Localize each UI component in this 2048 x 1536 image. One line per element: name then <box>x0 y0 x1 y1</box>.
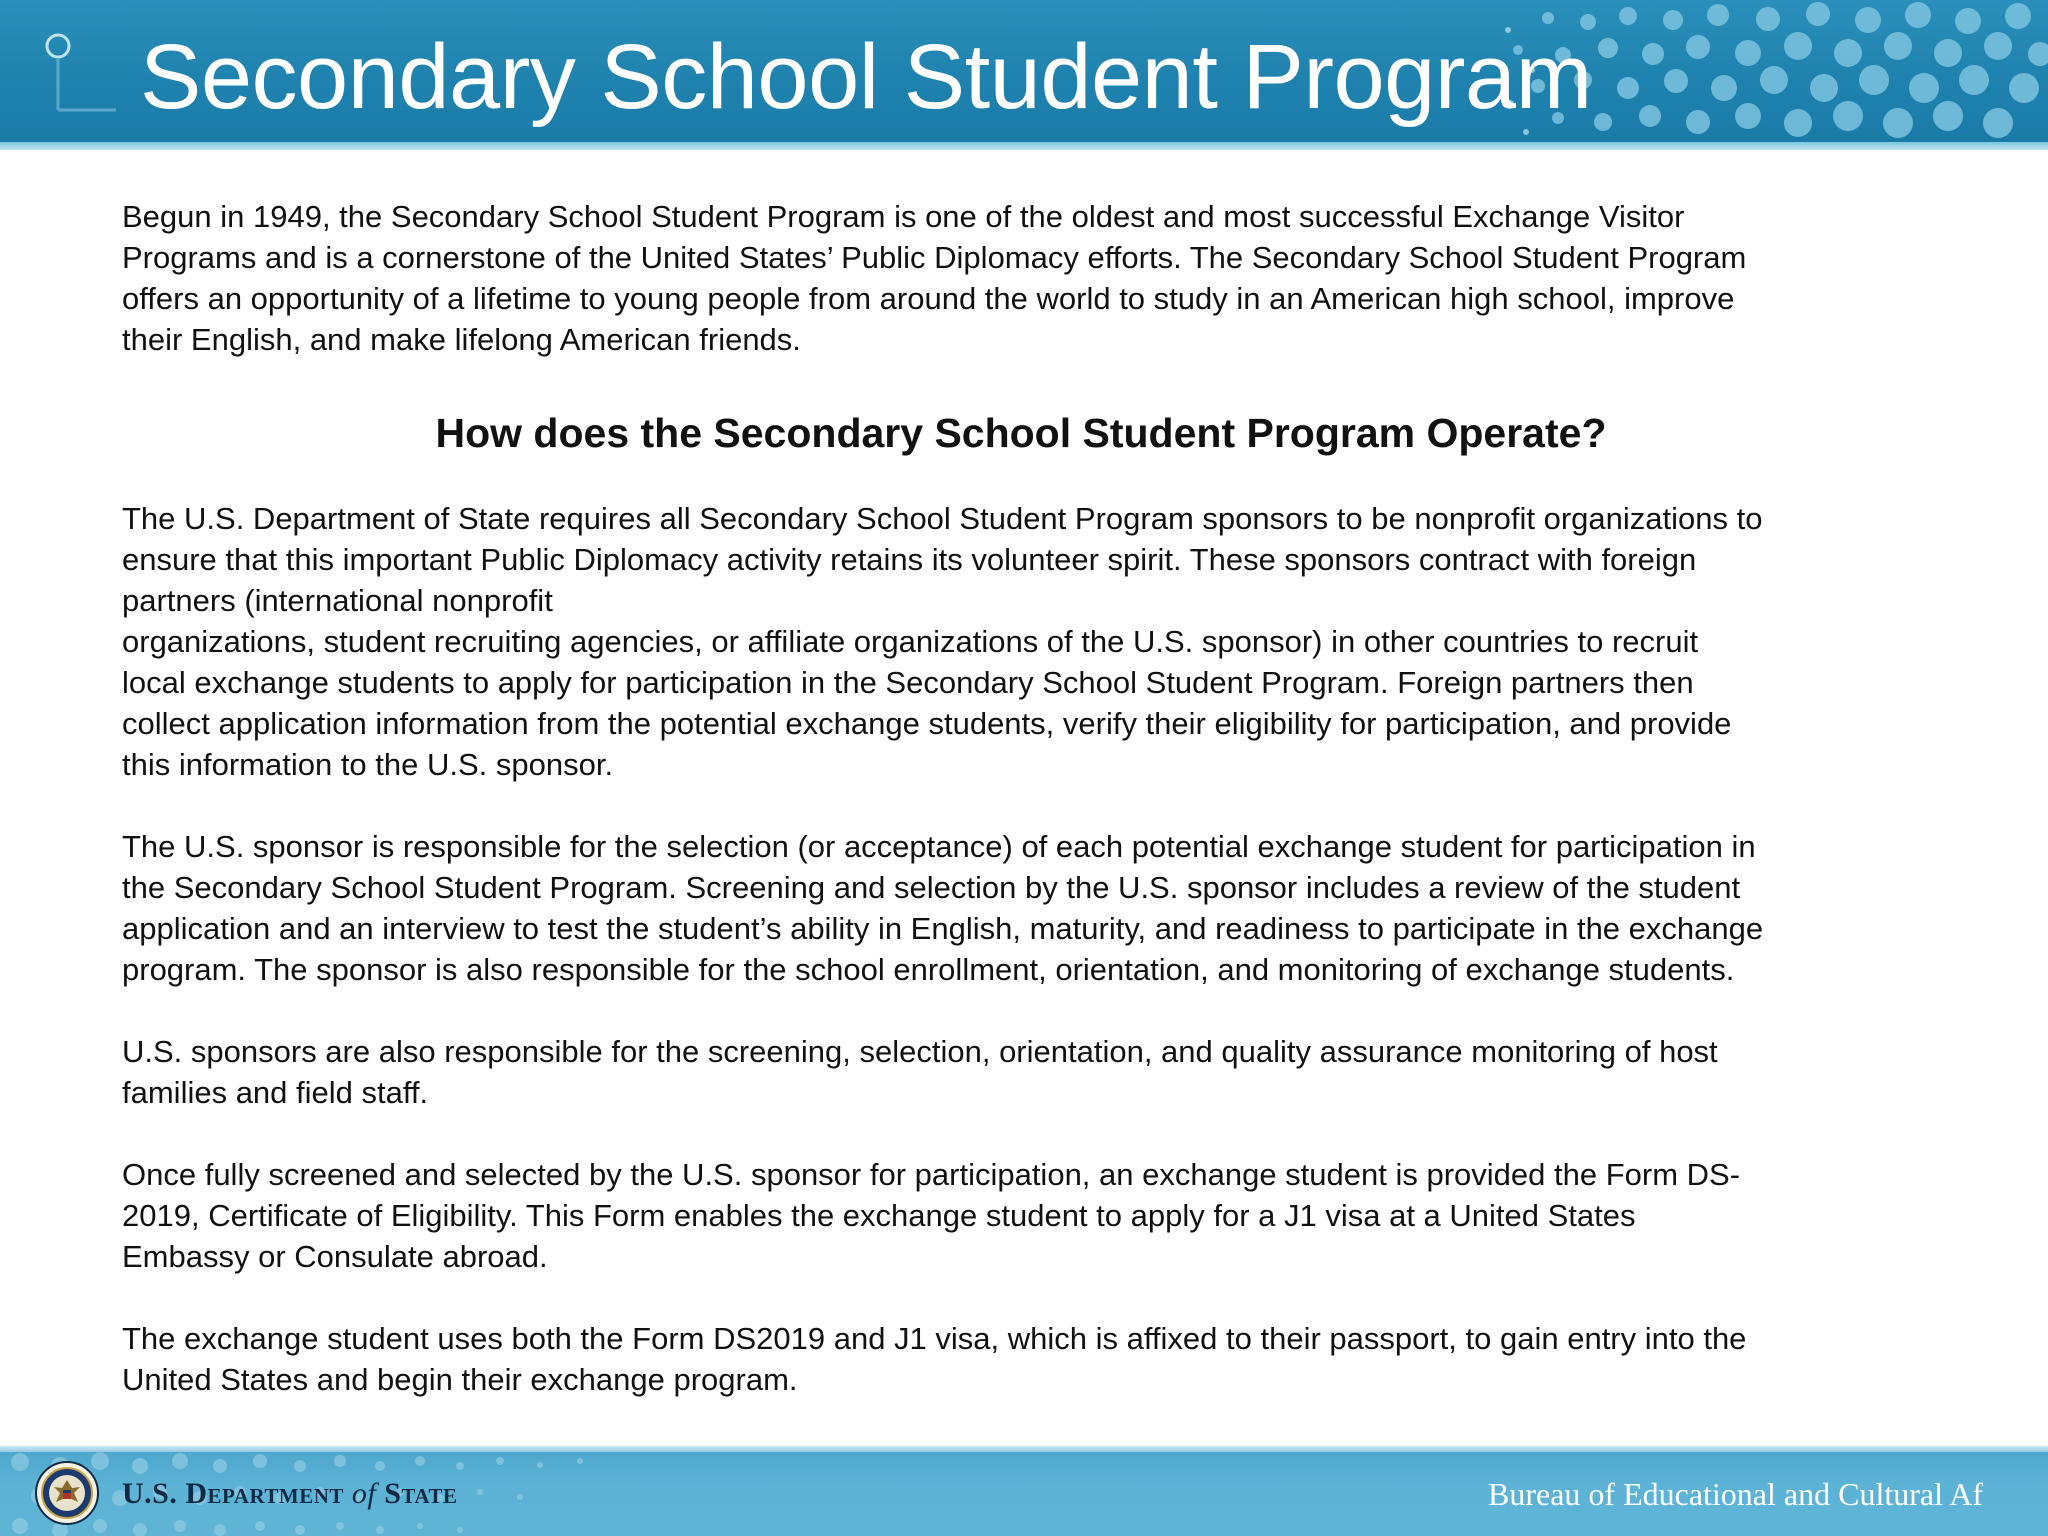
text-line: The U.S. sponsor is responsible for the selection (or acceptance) of each potential exchange student for participation in <box>122 829 1756 864</box>
text-line: program. The sponsor is also responsible for the school enrollment, orientation, and monitoring of exchange students. <box>122 952 1735 987</box>
text-line: The exchange student uses both the Form DS2019 and J1 visa, which is affixed to their passport, to gain entry into the <box>122 1321 1747 1356</box>
paragraph-ds2019 <box>122 1154 1942 1277</box>
dept-state: State <box>384 1477 458 1510</box>
text-line: Once fully screened and selected by the U.S. sponsor for participation, an exchange student is provided the Form DS- <box>122 1157 1741 1192</box>
text-line: local exchange students to apply for participation in the Secondary School Student Program. Foreign partners then <box>122 665 1694 700</box>
text-line: Begun in 1949, the Secondary School Student Program is one of the oldest and most successful Exchange Visitor <box>122 199 1685 234</box>
page-title: Secondary School Student Program <box>140 26 1592 128</box>
text-line: their English, and make lifelong American friends. <box>122 322 801 357</box>
text-line: United States and begin their exchange program. <box>122 1362 798 1397</box>
department-seal-icon <box>34 1460 100 1526</box>
text-line: The U.S. Department of State requires all Secondary School Student Program sponsors to be nonprofit organizations to <box>122 501 1763 536</box>
footer-band <box>0 1452 2048 1536</box>
text-line: application and an interview to test the student’s ability in English, maturity, and readiness to participate in the exchange <box>122 911 1764 946</box>
text-line: families and field staff. <box>122 1075 429 1110</box>
text-line: ensure that this important Public Diplomacy activity retains its volunteer spirit. These sponsors contract with foreign <box>122 542 1697 577</box>
intro-paragraph <box>122 196 1942 360</box>
text-line: Embassy or Consulate abroad. <box>122 1239 548 1274</box>
text-line: 2019, Certificate of Eligibility. This Form enables the exchange student to apply for a J1 visa at a United States <box>122 1198 1636 1233</box>
text-line: this information to the U.S. sponsor. <box>122 747 614 782</box>
text-line: U.S. sponsors are also responsible for the screening, selection, orientation, and quality assurance monitoring of host <box>122 1034 1718 1069</box>
text-line: offers an opportunity of a lifetime to young people from around the world to study in an American high school, improve <box>122 281 1735 316</box>
section-heading: How does the Secondary School Student Program Operate? <box>435 410 1607 456</box>
dept-department: Department <box>185 1477 344 1510</box>
bureau-name: Bureau of Educational and Cultural Af <box>1488 1476 1983 1512</box>
paragraph-sponsor-selection <box>122 826 1942 990</box>
text-line: organizations, student recruiting agencies, or affiliate organizations of the U.S. sponsor) in other countries to recruit <box>122 624 1699 659</box>
dept-of: of <box>351 1477 377 1510</box>
header-emblem-icon <box>40 30 120 122</box>
text-line: Programs and is a cornerstone of the United States’ Public Diplomacy efforts. The Secondary School Student Program <box>122 240 1747 275</box>
slide-body <box>122 196 1942 1441</box>
text-line: partners (international nonprofit <box>122 583 553 618</box>
dept-us: U.S. <box>122 1477 178 1510</box>
header-underline <box>0 142 2048 150</box>
department-name <box>122 1472 458 1516</box>
paragraph-entry <box>122 1318 1942 1400</box>
header-band <box>0 0 2048 150</box>
paragraph-sponsors-requirements <box>122 498 1942 785</box>
paragraph-host-families <box>122 1031 1942 1113</box>
text-line: the Secondary School Student Program. Screening and selection by the U.S. sponsor includes a review of the student <box>122 870 1741 905</box>
text-line: collect application information from the potential exchange students, verify their eligibility for participation, and provide <box>122 706 1732 741</box>
